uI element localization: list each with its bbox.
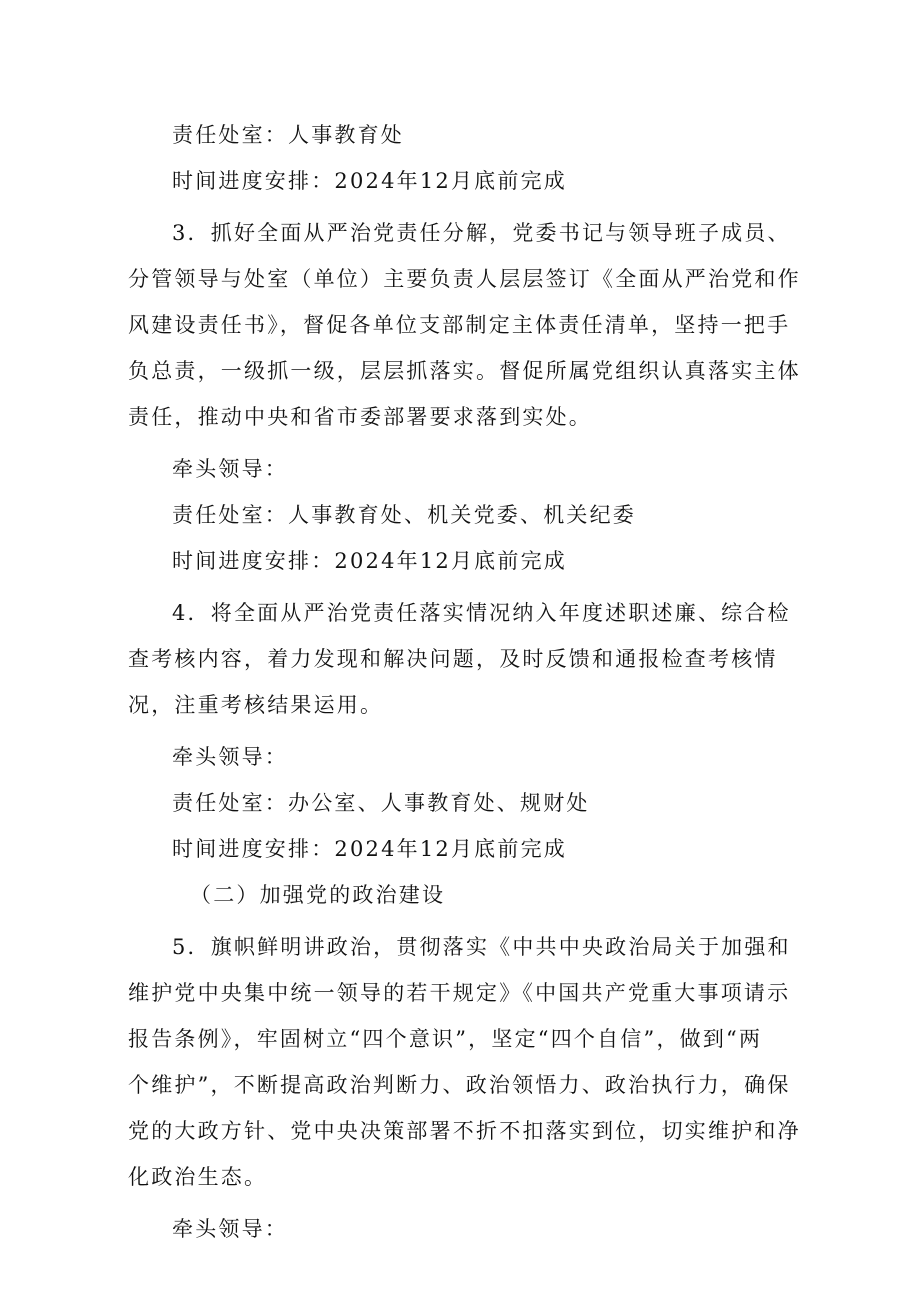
schedule-line: 时间进度安排：2024年12月底前完成 <box>172 549 567 573</box>
paragraph-line: 分管领导与处室（单位）主要负责人层层签订《全面从严治党和作 <box>128 267 801 291</box>
paragraph-line: 维护党中央集中统一领导的若干规定》《中国共产党重大事项请示 <box>128 981 791 1005</box>
responsible-office-3 <box>128 492 808 538</box>
schedule-3 <box>128 538 808 584</box>
responsible-office-line: 责任处室：人事教育处、机关党委、机关纪委 <box>172 503 636 527</box>
paragraph-line: 况，注重考核结果运用。 <box>128 693 384 717</box>
paragraph-line: 风建设责任书》，督促各单位支部制定主体责任清单，坚持一把手 <box>128 313 791 337</box>
paragraph-line: 报告条例》，牢固树立“四个意识”，坚定“四个自信”，做到“两 <box>128 1027 763 1051</box>
paragraph-line: 党的大政方针、党中央决策部署不折不扣落实到位，切实维护和净 <box>128 1119 801 1143</box>
schedule-4 <box>128 826 808 872</box>
item-5-paragraph <box>128 924 808 1200</box>
paragraph-line: 化政治生态。 <box>128 1165 268 1189</box>
paragraph-line: 查考核内容，着力发现和解决问题，及时反馈和通报检查考核情 <box>128 647 778 671</box>
item-3-paragraph <box>128 210 808 440</box>
lead-leader-5 <box>128 1206 808 1252</box>
paragraph-line: 责任，推动中央和省市委部署要求落到实处。 <box>128 405 592 429</box>
lead-leader-4 <box>128 734 808 780</box>
responsible-office-1 <box>128 112 808 158</box>
schedule-line: 时间进度安排：2024年12月底前完成 <box>172 837 567 861</box>
lead-leader-line: 牵头领导： <box>172 745 288 769</box>
responsible-office-line: 责任处室：人事教育处 <box>172 123 404 147</box>
lead-leader-3 <box>128 446 808 492</box>
paragraph-line: 5．旗帜鲜明讲政治，贯彻落实《中共中央政治局关于加强和 <box>172 935 791 959</box>
responsible-office-line: 责任处室：办公室、人事教育处、规财处 <box>172 791 590 815</box>
section-heading: （二）加强党的政治建设 <box>190 883 446 907</box>
responsible-office-4 <box>128 780 808 826</box>
schedule-1 <box>128 158 808 204</box>
paragraph-line: 3．抓好全面从严治党责任分解，党委书记与领导班子成员、 <box>172 221 791 245</box>
lead-leader-line: 牵头领导： <box>172 457 288 481</box>
paragraph-line: 个维护”，不断提高政治判断力、政治领悟力、政治执行力，确保 <box>128 1073 791 1097</box>
paragraph-line: 4．将全面从严治党责任落实情况纳入年度述职述廉、综合检 <box>172 601 791 625</box>
section-heading-2 <box>128 872 808 918</box>
item-4-paragraph <box>128 590 808 728</box>
schedule-line: 时间进度安排：2024年12月底前完成 <box>172 169 567 193</box>
document-body <box>128 112 808 1252</box>
paragraph-line: 负总责，一级抓一级，层层抓落实。督促所属党组织认真落实主体 <box>128 359 801 383</box>
lead-leader-line: 牵头领导： <box>172 1217 288 1241</box>
